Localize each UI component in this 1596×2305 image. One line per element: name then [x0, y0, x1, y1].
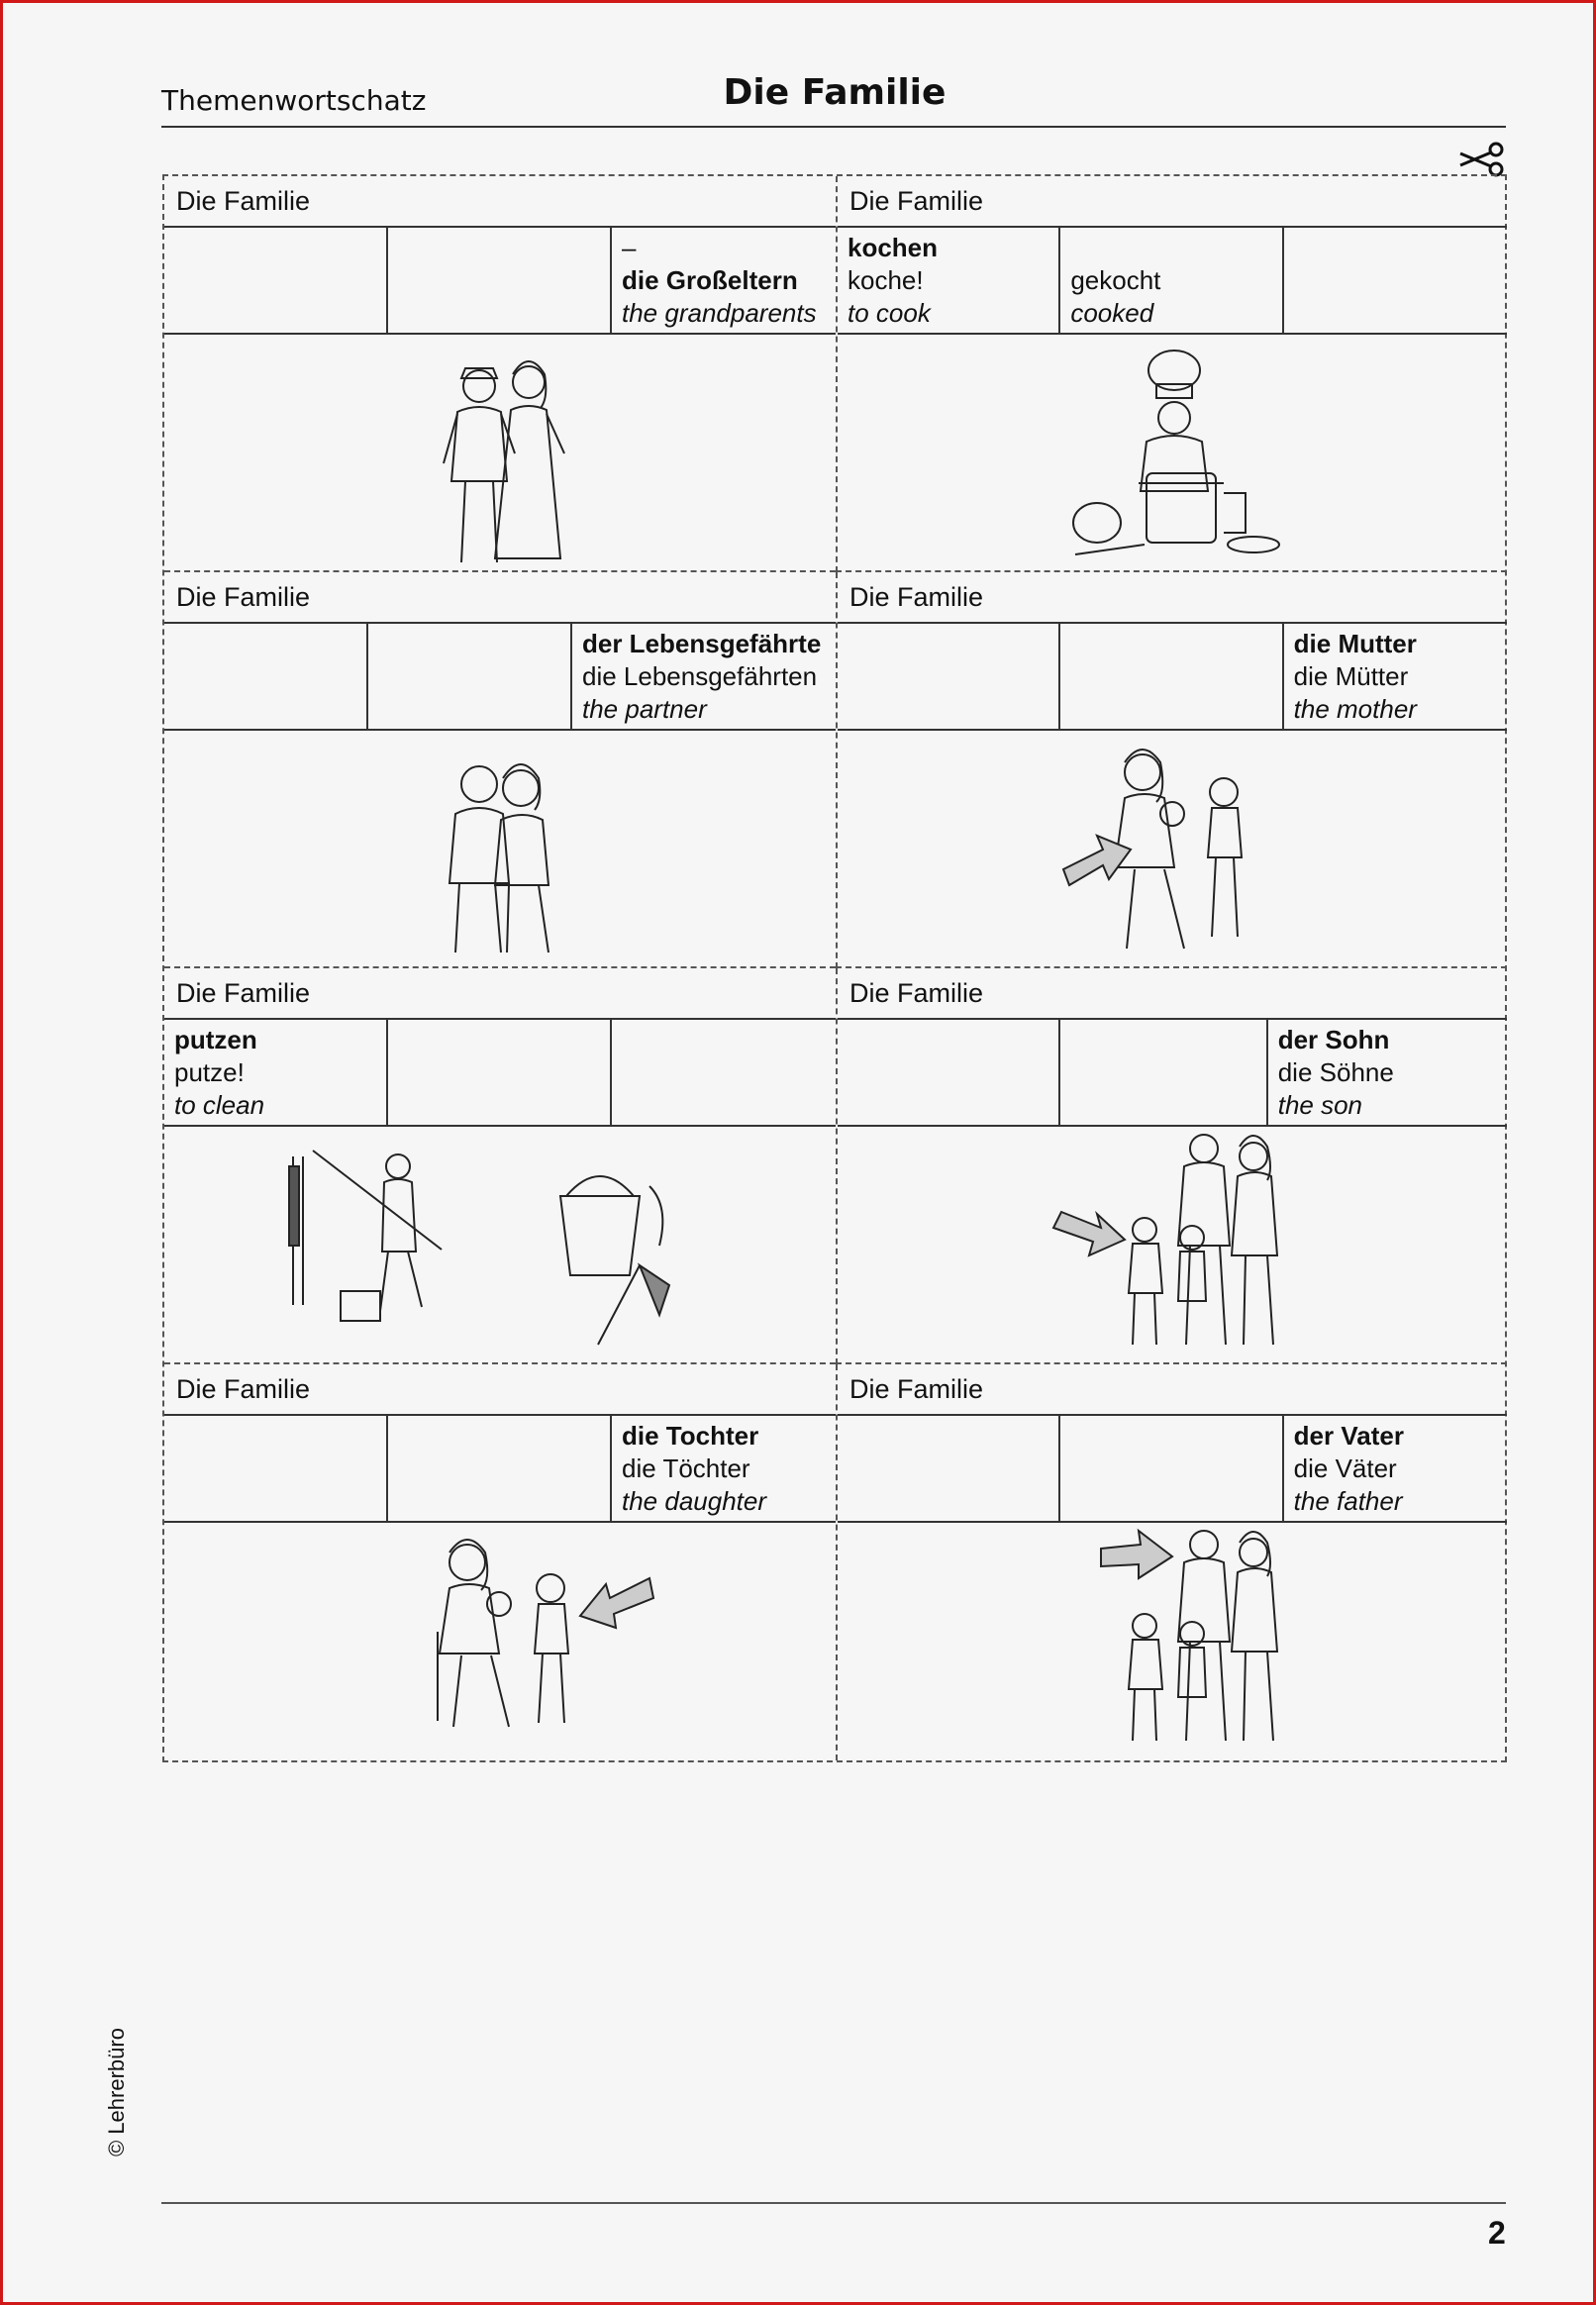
flashcard-word-row [838, 228, 1507, 335]
word-line [622, 1089, 826, 1122]
flashcard-heading: Die Familie [164, 176, 836, 228]
flashcard [164, 1364, 836, 1760]
flashcard-word-row [164, 1416, 836, 1523]
flashcard-heading: Die Familie [164, 1364, 836, 1416]
word-cell [164, 624, 368, 729]
word-line: the daughter [622, 1486, 767, 1516]
couple-illustration [164, 731, 836, 964]
word-line: der Sohn [1277, 1025, 1390, 1054]
word-cell [164, 1416, 388, 1521]
flashcard-picture [164, 731, 836, 964]
word-line [398, 1024, 600, 1056]
word-line: die Lebensgefährten [582, 661, 818, 691]
word-line [1294, 232, 1497, 264]
word-line [174, 660, 356, 693]
word-line: – [622, 233, 637, 262]
word-line: putzen [174, 1025, 257, 1054]
word-line [174, 297, 376, 330]
word-line: to clean [174, 1090, 265, 1120]
copyright: © Lehrerbüro [104, 2028, 129, 2156]
word-cell [1060, 624, 1283, 729]
word-line [174, 1485, 376, 1518]
word-line [848, 1024, 1048, 1056]
word-line: die Väter [1293, 1453, 1397, 1483]
word-line [398, 1056, 600, 1089]
flashcard [836, 572, 1507, 968]
word-line [174, 628, 356, 660]
page-number: 2 [1488, 2215, 1506, 2251]
word-line: die Mutter [1293, 629, 1417, 658]
header-rule [161, 126, 1506, 128]
flashcard [836, 176, 1507, 572]
word-line [398, 1420, 600, 1453]
word-cell [838, 624, 1060, 729]
footer-rule [161, 2202, 1506, 2204]
flashcard [164, 572, 836, 968]
word-line [848, 1485, 1048, 1518]
word-line: the partner [582, 694, 707, 724]
word-line [378, 628, 560, 660]
word-line [1070, 628, 1271, 660]
word-cell [388, 228, 612, 333]
word-cell [1284, 228, 1507, 333]
word-line [174, 264, 376, 297]
flashcard-word-row [838, 624, 1507, 731]
word-line: putze! [174, 1057, 245, 1087]
word-line [848, 1420, 1048, 1453]
flashcard-word-row [838, 1416, 1507, 1523]
word-cell [1060, 1020, 1267, 1125]
word-line: koche! [848, 265, 924, 295]
word-line [398, 264, 600, 297]
word-line [1070, 1089, 1255, 1122]
word-line [174, 693, 356, 726]
word-cell [612, 228, 836, 333]
word-line [622, 1024, 826, 1056]
word-line [1294, 297, 1497, 330]
word-line [848, 628, 1048, 660]
flashcard-picture [838, 1523, 1507, 1756]
mother-children-illustration [838, 731, 1509, 964]
flashcard [836, 968, 1507, 1364]
word-line: die Tochter [622, 1421, 759, 1451]
word-line: der Vater [1293, 1421, 1404, 1451]
word-line [378, 660, 560, 693]
word-line [848, 693, 1048, 726]
flashcard-picture [838, 1127, 1507, 1360]
word-line [398, 1089, 600, 1122]
header-category: Themenwortschatz [161, 84, 427, 117]
word-line [848, 1089, 1048, 1122]
word-line: cooked [1070, 298, 1154, 328]
word-line: die Großeltern [622, 265, 798, 295]
flashcard-word-row [164, 228, 836, 335]
word-line [1070, 1056, 1255, 1089]
flashcard-picture [838, 731, 1507, 964]
flashcard-word-row [164, 1020, 836, 1127]
mother-daughter-illustration [164, 1523, 836, 1756]
cleaning-illustration [164, 1127, 836, 1360]
flashcard-heading: Die Familie [164, 572, 836, 624]
word-line [378, 693, 560, 726]
scissors-icon [1458, 140, 1508, 179]
word-cell [388, 1416, 612, 1521]
flashcard-word-row [164, 624, 836, 731]
flashcard-heading: Die Familie [838, 572, 1507, 624]
word-line [398, 297, 600, 330]
cook-illustration [838, 335, 1509, 568]
word-line: the mother [1293, 694, 1417, 724]
flashcard-heading: Die Familie [838, 1364, 1507, 1416]
word-cell [612, 1416, 836, 1521]
word-line [1070, 660, 1271, 693]
word-cell [1060, 228, 1283, 333]
flashcard [164, 176, 836, 572]
word-cell [1284, 1416, 1507, 1521]
word-line [1294, 264, 1497, 297]
word-line [1070, 1485, 1271, 1518]
word-line: die Söhne [1277, 1057, 1394, 1087]
word-cell [1268, 1020, 1507, 1125]
flashcard [836, 1364, 1507, 1760]
word-cell [1284, 624, 1507, 729]
word-cell [838, 1416, 1060, 1521]
word-line [848, 1056, 1048, 1089]
word-cell [388, 1020, 612, 1125]
flashcard-picture [164, 1127, 836, 1360]
word-line [1070, 693, 1271, 726]
word-line: the son [1277, 1090, 1363, 1120]
flashcard-grid [162, 174, 1507, 1762]
word-line: the grandparents [622, 298, 817, 328]
page-title: Die Familie [723, 72, 947, 113]
word-line [1070, 1024, 1255, 1056]
word-line [174, 1420, 376, 1453]
word-line: gekocht [1070, 265, 1161, 295]
flashcard-word-row [838, 1020, 1507, 1127]
family-father-illustration [838, 1523, 1509, 1756]
word-cell [838, 228, 1060, 333]
word-line [848, 1453, 1048, 1485]
word-line [848, 660, 1048, 693]
word-line: die Mütter [1293, 661, 1409, 691]
word-line [1070, 1453, 1271, 1485]
grandparents-illustration [164, 335, 836, 568]
word-line: kochen [848, 233, 939, 262]
word-cell [164, 1020, 388, 1125]
word-line: the father [1293, 1486, 1403, 1516]
word-line [398, 1453, 600, 1485]
word-line [174, 232, 376, 264]
word-line [1070, 232, 1271, 264]
word-cell [612, 1020, 836, 1125]
flashcard-picture [838, 335, 1507, 568]
word-cell [572, 624, 836, 729]
word-cell [1060, 1416, 1283, 1521]
word-line: die Töchter [622, 1453, 750, 1483]
word-cell [838, 1020, 1060, 1125]
flashcard-heading: Die Familie [838, 176, 1507, 228]
word-line [174, 1453, 376, 1485]
word-cell [368, 624, 572, 729]
flashcard-heading: Die Familie [164, 968, 836, 1020]
word-line [1070, 1420, 1271, 1453]
word-line: der Lebensgefährte [582, 629, 822, 658]
flashcard [164, 968, 836, 1364]
word-line: to cook [848, 298, 931, 328]
flashcard-picture [164, 335, 836, 568]
word-line [622, 1056, 826, 1089]
family-son-illustration [838, 1127, 1509, 1360]
word-cell [164, 228, 388, 333]
flashcard-picture [164, 1523, 836, 1756]
flashcard-heading: Die Familie [838, 968, 1507, 1020]
word-line [398, 1485, 600, 1518]
word-line [398, 232, 600, 264]
